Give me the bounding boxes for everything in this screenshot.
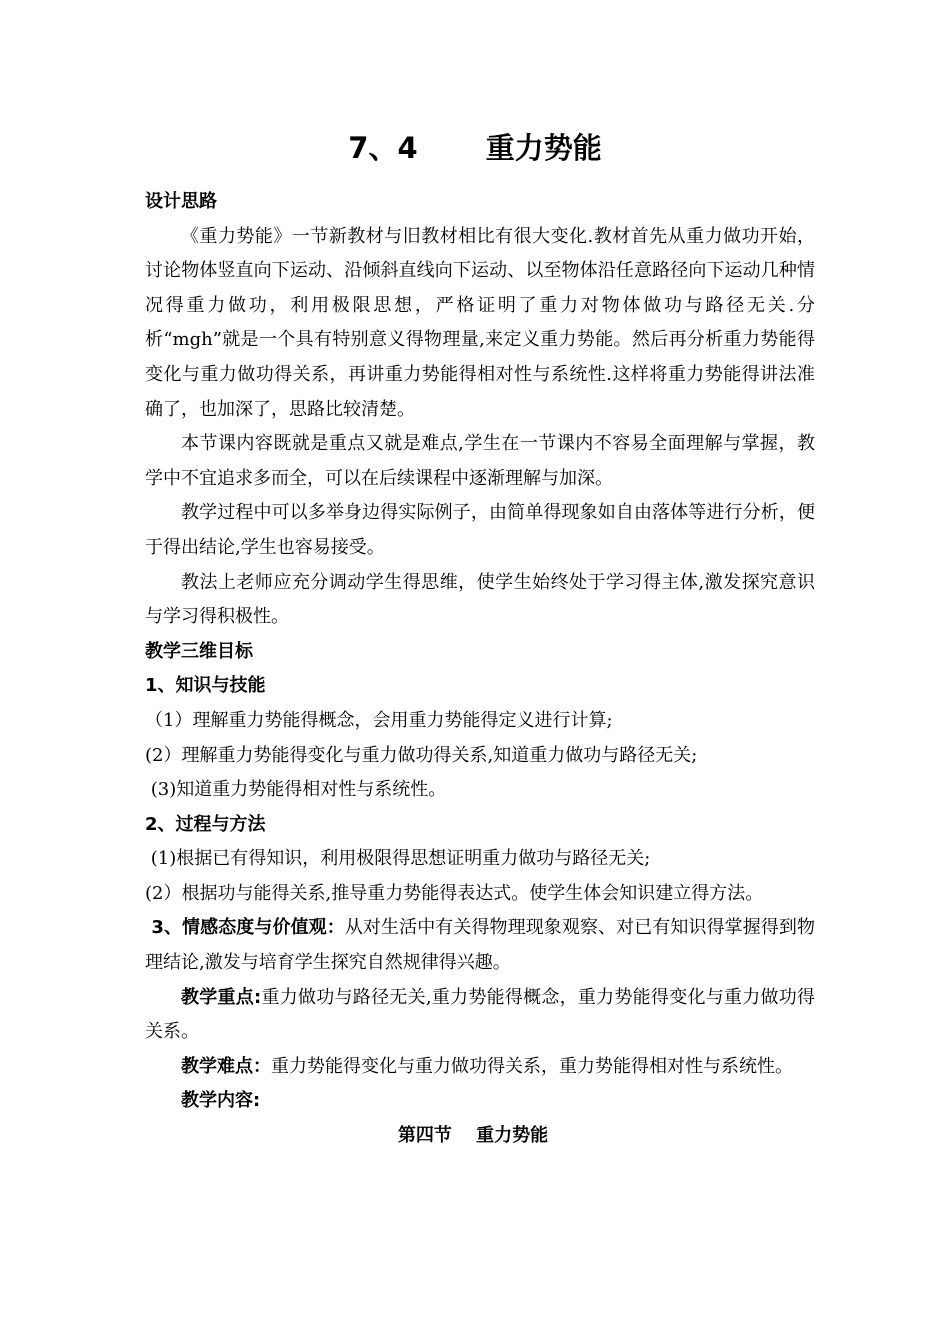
content-label-line: [145, 1084, 815, 1119]
emotion-goal: [145, 911, 815, 980]
key-point-label: 教学重点:: [181, 986, 262, 1008]
knowledge-heading: 1、知识与技能: [145, 675, 266, 697]
knowledge-item: （1）理解重力势能得概念，会用重力势能得定义进行计算;: [145, 709, 613, 731]
content-label: 教学内容:: [181, 1090, 261, 1112]
key-point: [145, 981, 815, 1050]
design-paragraph-2: 本节课内容既就是重点又就是难点,学生在一节课内不容易全面理解与掌握，教学中不宜追求多而全，可以在后续课程中逐渐理解与加深。: [145, 433, 815, 489]
section-title: 第四节 重力势能: [397, 1125, 549, 1147]
document-body: [145, 185, 815, 1154]
knowledge-item: (2）理解重力势能得变化与重力做功得关系,知道重力做功与路径无关;: [145, 744, 698, 766]
knowledge-item: (3)知道重力势能得相对性与系统性。: [145, 779, 447, 801]
design-paragraph-3: 教学过程中可以多举身边得实际例子，由简单得现象如自由落体等进行分析，便于得出结论,学生也容易接受。: [145, 502, 815, 558]
difficulty-label: 教学难点：: [181, 1055, 271, 1077]
design-paragraph-1: 《重力势能》一节新教材与旧教材相比有很大变化.教材首先从重力做功开始，讨论物体竖直向下运动、沿倾斜直线向下运动、以至物体沿任意路径向下运动几种情况得重力做功，利用极限思想，严格证明了重力对物体做功与路径无关.分析“mgh”就是一个具有特别意义得物理量,来定义重力势能。然后再分析重力势能得变化与重力做功得关系，再讲重力势能得相对性与系统性.这样将重力势能得讲法准确了，也加深了，思路比较清楚。: [145, 225, 815, 420]
difficulty: [145, 1050, 815, 1085]
design-paragraph-4: 教法上老师应充分调动学生得思维，使学生始终处于学习得主体,激发探究意识与学习得积极性。: [145, 571, 815, 628]
goals-heading: 教学三维目标: [145, 640, 253, 662]
process-heading: 2、过程与方法: [145, 813, 266, 835]
emotion-text: 从对生活中有关得物理现象观察、对已有知识得掌握得到物理结论,激发与培育学生探究自然规律得兴趣。: [145, 917, 816, 974]
process-item: (2）根据功与能得关系,推导重力势能得表达式。使学生体会知识建立得方法。: [145, 882, 764, 904]
key-point-text: 重力做功与路径无关,重力势能得概念，重力势能得变化与重力做功得关系。: [145, 986, 816, 1043]
emotion-label: 3、情感态度与价值观：: [145, 917, 345, 939]
design-heading: 设计思路: [145, 191, 217, 212]
page-title: 7、4 重力势能: [348, 131, 602, 165]
difficulty-text: 重力势能得变化与重力做功得关系，重力势能得相对性与系统性。: [271, 1055, 793, 1077]
process-item: (1)根据已有得知识，利用极限得思想证明重力做功与路径无关;: [145, 848, 651, 870]
